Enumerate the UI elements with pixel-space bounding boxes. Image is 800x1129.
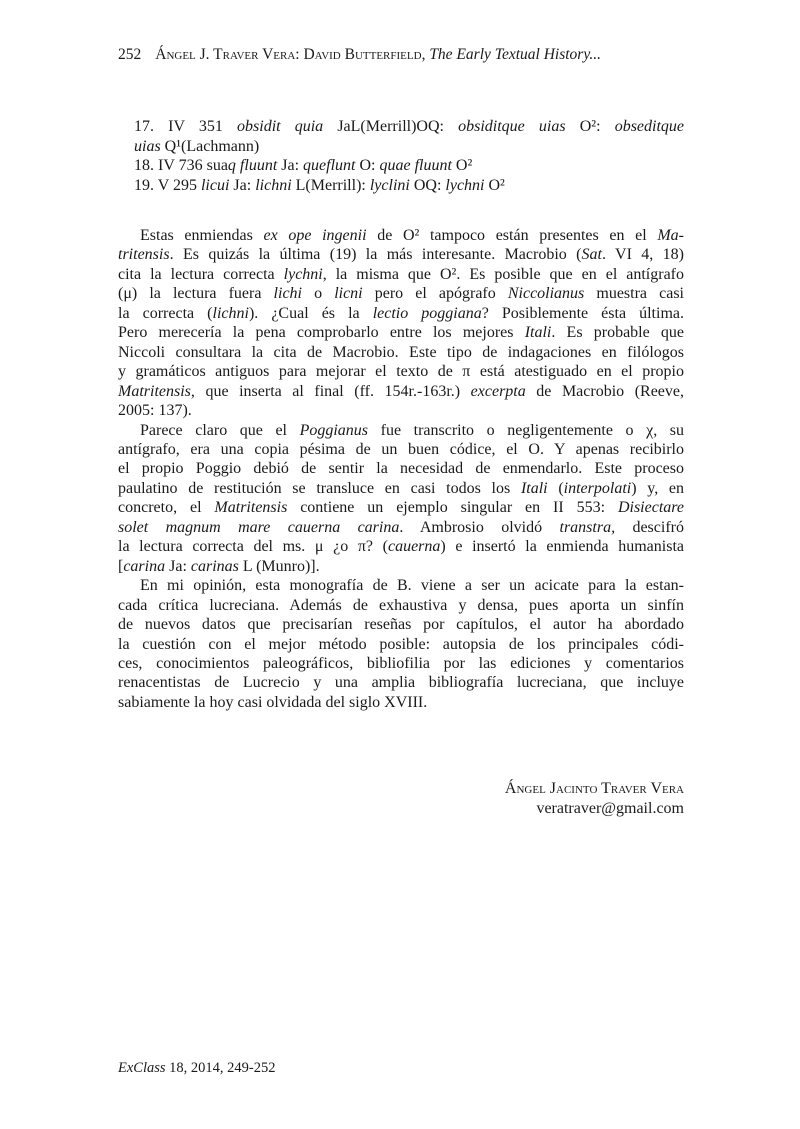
text-run: JaL(Merrill)OQ:: [323, 118, 459, 135]
text-line: [118, 693, 684, 712]
text-run: Parece claro que el: [140, 421, 300, 439]
text-line: [118, 343, 684, 362]
text-line: [118, 304, 684, 323]
header-reviewed-author: David Butterfield: [303, 46, 422, 63]
text-run: Pero merecería la pena comprobarlo entre los mejores: [118, 324, 525, 342]
text-run: 19. V 295: [134, 176, 201, 194]
text-run: ). ¿Cual és la: [248, 304, 373, 322]
text-run: [: [118, 557, 124, 575]
italic-text: Matritensis: [214, 499, 288, 517]
text-run: . Es quizás la última (19) la más interesante. Macrobio (: [169, 246, 582, 264]
italic-text: carinas: [190, 557, 239, 575]
running-header: [118, 46, 601, 64]
text-run: Niccoli consultara la cita de Macrobio. Este tipo de indagaciones en filólogos: [118, 343, 684, 361]
signature: [505, 779, 684, 819]
text-run: OQ:: [409, 176, 446, 194]
text-run: Ja:: [229, 176, 256, 194]
text-line: [118, 518, 684, 537]
italic-text: lychni: [283, 265, 323, 283]
text-line: [118, 673, 684, 692]
italic-text: interpolati: [563, 479, 632, 497]
text-run: Ja:: [277, 157, 304, 174]
text-line: [118, 265, 684, 284]
text-run: . Es probable que: [551, 324, 684, 342]
text-line: [118, 226, 684, 245]
paragraph: [118, 576, 684, 712]
text-line: [134, 137, 684, 157]
text-line: [118, 557, 684, 576]
text-run: 17. IV 351: [134, 118, 238, 135]
text-run: , que inserta al final (ff. 154r.-163r.): [190, 382, 471, 400]
italic-text: lectio poggiana: [372, 304, 482, 322]
italic-text: obseditque: [614, 118, 685, 135]
text-run: paulatino de restitución se transluce en casi todos los: [118, 479, 521, 497]
text-line: [118, 421, 684, 440]
italic-text: Poggianus: [299, 421, 369, 439]
text-line: [118, 576, 684, 595]
italic-text: lichni: [212, 304, 249, 322]
italic-text: lichni: [255, 176, 292, 194]
italic-text: lichi: [273, 285, 302, 303]
text-run: de O² tampoco están presentes en el: [366, 227, 658, 244]
text-run: sabiamente la hoy casi olvidada del siglo XVIII.: [118, 693, 428, 711]
text-line: [118, 459, 684, 478]
body-text: [118, 226, 684, 712]
text-run: de Macrobio (Reeve,: [525, 382, 685, 400]
text-run: de nuevos datos que precisarían reseñas por capítulos, el autor ha abordado: [118, 616, 684, 634]
page-number: 252: [118, 46, 142, 63]
text-line: [134, 176, 684, 196]
text-line: [118, 596, 684, 615]
italic-text: lychni: [445, 176, 485, 194]
italic-text: lyclini: [369, 176, 410, 194]
text-run: el propio Poggio debió de sentir la necesidad de enmendarlo. Este proceso: [118, 460, 684, 478]
text-run: y gramáticos antiguos para mejorar el texto de π está atestiguado en el propio: [118, 363, 684, 381]
text-run: pero el apógrafo: [362, 285, 508, 303]
text-line: [134, 156, 684, 176]
italic-text: Disiectare: [617, 499, 685, 517]
text-line: [118, 537, 684, 556]
text-run: 18. IV 736 sua: [134, 157, 228, 174]
header-separator: :: [295, 46, 304, 63]
italic-text: transtra,: [559, 518, 616, 536]
text-run: O²:: [565, 118, 615, 135]
footer-citation: [118, 1060, 276, 1077]
italic-text: Itali: [524, 324, 552, 342]
text-run: L (Munro)].: [238, 557, 320, 575]
text-run: O²: [451, 157, 473, 174]
text-run: L(Merrill):: [291, 176, 370, 194]
text-run: Q¹(Lachmann): [160, 137, 260, 155]
text-line: [118, 615, 684, 634]
text-run: , la misma que O². Es posible que en el antígrafo: [322, 265, 685, 283]
italic-text: Niccolianus: [507, 285, 585, 303]
signature-email[interactable]: veratraver@gmail.com: [536, 800, 684, 817]
text-run: fue transcrito o negligentemente o χ, su: [368, 421, 684, 439]
text-line: [118, 440, 684, 459]
signature-name: Ángel Jacinto Traver Vera: [504, 780, 684, 797]
italic-text: Itali: [520, 479, 548, 497]
italic-text: Ma-: [657, 227, 684, 244]
text-run: contiene un ejemplo singular en II 553:: [287, 499, 618, 517]
text-line: [134, 117, 684, 137]
footer-journal: ExClass: [118, 1060, 166, 1076]
text-line: [118, 479, 684, 498]
italic-text: obsidit quia: [237, 118, 324, 135]
italic-text: tritensis: [118, 246, 170, 264]
italic-text: Matritensis: [118, 382, 191, 400]
text-run: O:: [355, 157, 380, 174]
text-line: [118, 284, 684, 303]
text-run: (μ) la lectura fuera: [118, 285, 274, 303]
header-author: Ángel J. Traver Vera: [155, 46, 296, 63]
text-run: muestra casi: [584, 285, 684, 303]
text-run: cada crítica lucreciana. Además de exhaustiva y densa, pues aporta un sinfín: [118, 596, 684, 614]
italic-text: carina: [123, 557, 166, 575]
text-line: [118, 323, 684, 342]
italic-text: licui: [200, 176, 230, 194]
text-run: descifró: [615, 518, 684, 536]
text-run: ces, conocimientos paleográficos, bibliofilia por las ediciones y comentarios: [118, 654, 684, 672]
text-line: [118, 498, 684, 517]
italic-text: ex ope ingenii: [263, 227, 367, 244]
italic-text: excerpta: [470, 382, 526, 400]
text-line: [118, 401, 684, 420]
text-line: [118, 382, 684, 401]
text-run: o: [301, 285, 335, 303]
text-run: Ja:: [165, 557, 191, 575]
italic-text: q fluunt: [227, 157, 278, 174]
italic-text: quae fluunt: [379, 157, 452, 174]
italic-text: queflunt: [303, 157, 356, 174]
text-run: Estas enmiendas: [140, 227, 264, 244]
header-book-title: The Early Textual History...: [429, 46, 601, 63]
text-run: ) y, en: [631, 479, 685, 497]
text-run: . VI 4, 18): [601, 246, 685, 264]
text-line: [118, 362, 684, 381]
text-run: la correcta (: [118, 304, 213, 322]
italic-text: licni: [334, 285, 363, 303]
text-line: [118, 245, 684, 264]
paragraph: [118, 421, 684, 577]
text-run: O²: [484, 176, 505, 194]
text-run: antígrafo, era una copia pésima de un buen códice, el O. Y apenas recibirlo: [118, 440, 684, 458]
text-run: la cuestión con el mejor método posible: autopsia de los principales códi-: [118, 635, 684, 653]
text-run: En mi opinión, esta monografía de B. viene a ser un acicate para la estan-: [140, 577, 684, 595]
text-run: 2005: 137).: [118, 402, 192, 420]
paragraph: [118, 226, 684, 421]
text-run: ) e insertó la enmienda humanista: [440, 538, 685, 556]
text-line: [118, 654, 684, 673]
text-run: . Ambrosio olvidó: [399, 518, 560, 536]
italic-text: Sat: [581, 246, 602, 264]
italic-text: solet magnum mare cauerna carina: [118, 518, 400, 536]
text-run: (: [547, 479, 564, 497]
text-run: la lectura correcta del ms. μ ¿o π? (: [118, 538, 388, 556]
text-run: ? Posiblemente ésta última.: [481, 304, 684, 322]
text-run: renacentistas de Lucrecio y una amplia bibliografía lucreciana, que incluye: [118, 674, 684, 692]
text-run: cita la lectura correcta: [118, 265, 284, 283]
header-comma: ,: [421, 46, 430, 63]
text-line: [118, 635, 684, 654]
variant-readings-list: [134, 117, 684, 195]
italic-text: uias: [134, 137, 161, 155]
italic-text: obsiditque uias: [458, 118, 566, 135]
footer-citation-text: 18, 2014, 249-252: [165, 1060, 276, 1076]
italic-text: cauerna: [387, 538, 441, 556]
text-run: concreto, el: [118, 499, 215, 517]
